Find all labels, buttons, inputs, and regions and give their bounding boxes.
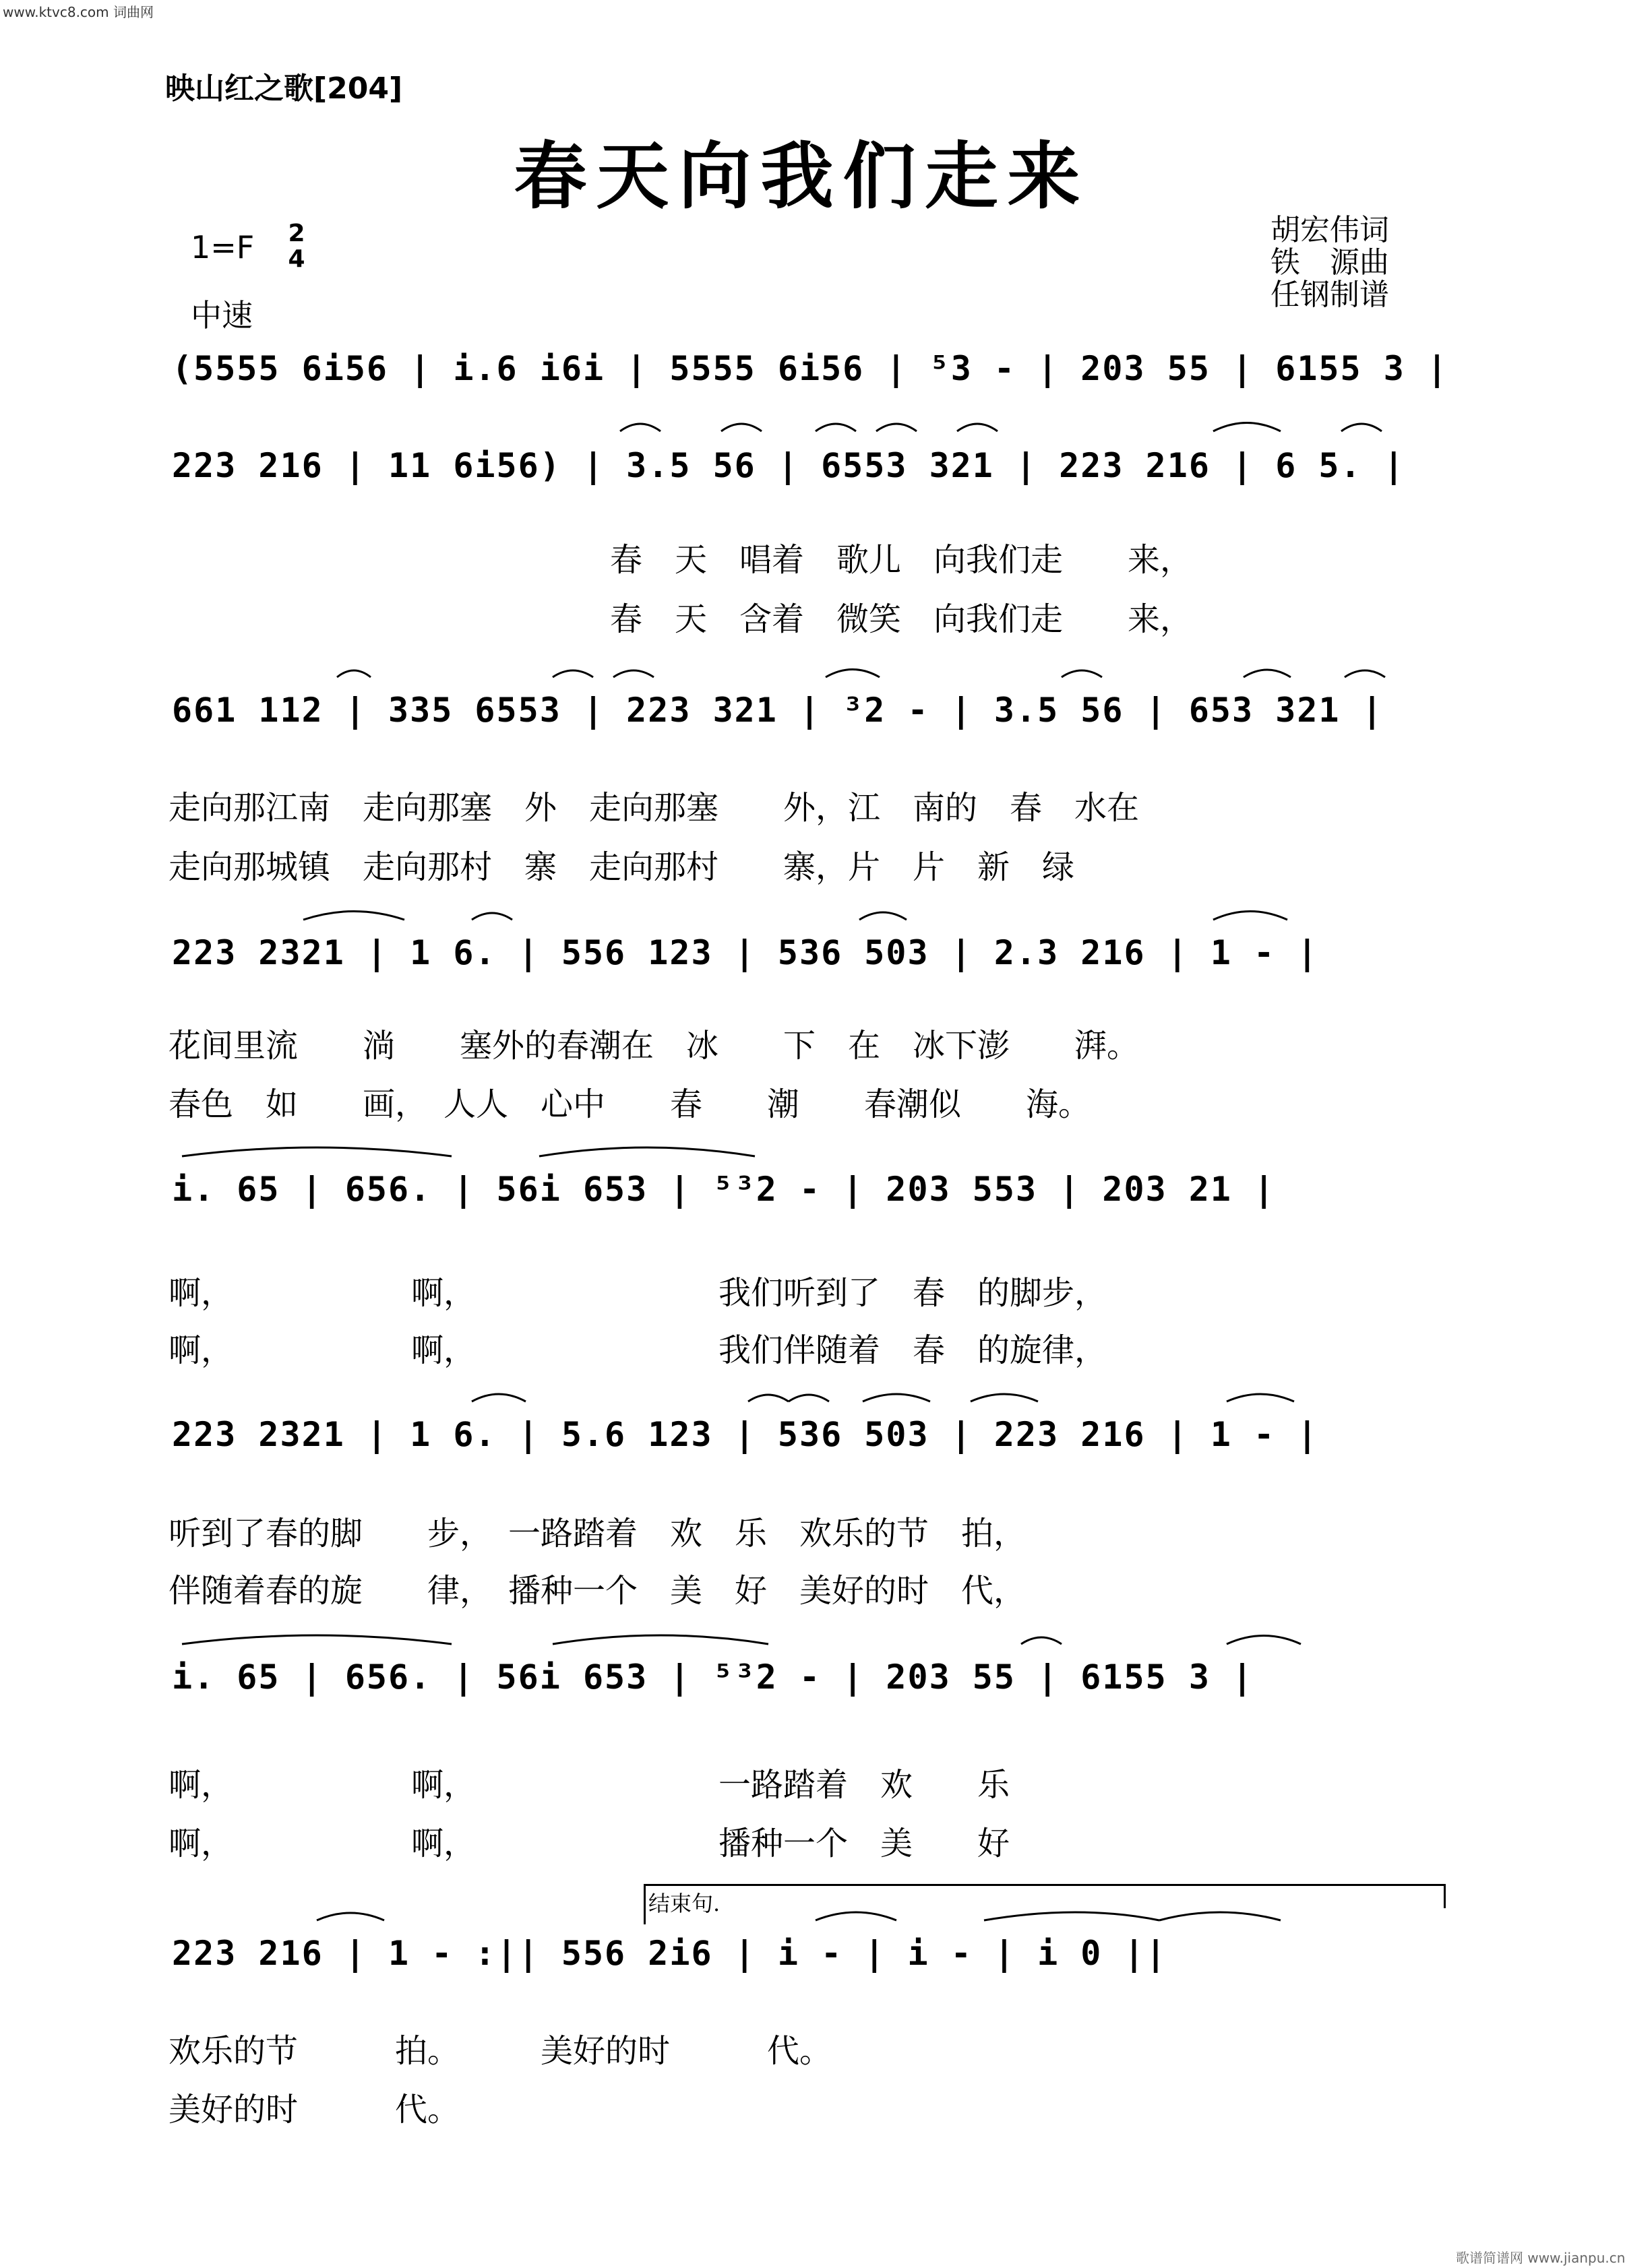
- source-watermark: www.ktvc8.com 词曲网: [3, 4, 154, 20]
- composer-credit: 铁 源曲: [1270, 245, 1389, 280]
- lyric-row-5-verse-1: 啊， 啊， 我们听到了 春 的脚步，: [168, 1274, 1107, 1312]
- notation-row-3: 661 112 | 335 6553 | 223 321 | ³2 - | 3.5 56 | 653 321 |: [172, 691, 1384, 730]
- lyric-row-7-verse-1: 啊， 啊， 一路踏着 欢 乐: [168, 1766, 1010, 1804]
- notation-row-4: 223 2321 | 1 6. | 556 123 | 536 503 | 2.3 216 | 1 - |: [172, 933, 1319, 972]
- notation-row-2: 223 216 | 11 6i56) | 3.5 56 | 6553 321 | 223 216 | 6 5. |: [172, 446, 1405, 485]
- lyric-row-2-verse-2: 春 天 含着 微笑 向我们走 来，: [610, 600, 1193, 638]
- lyric-row-6-verse-2: 伴随着春的旋 律， 播种一个 美 好 美好的时 代，: [168, 1572, 1026, 1610]
- key-signature: 1=F: [191, 229, 255, 265]
- song-title: 春天向我们走来: [514, 134, 1090, 219]
- time-signature-bottom: 4: [288, 245, 305, 273]
- lyric-row-4-verse-1: 花间里流 淌 塞外的春潮在 冰 下 在 冰下澎 湃。: [168, 1027, 1140, 1065]
- arranger-credit: 任钢制谱: [1270, 278, 1389, 312]
- lyric-row-5-verse-2: 啊， 啊， 我们伴随着 春 的旋律，: [168, 1331, 1107, 1369]
- tempo-marking: 中速: [191, 297, 253, 334]
- lyric-row-8-verse-1: 欢乐的节 拍。 美好的时 代。: [168, 2032, 832, 2070]
- notation-row-5: i. 65 | 656. | 56i 653 | ⁵³2 - | 203 553 | 203 21 |: [172, 1170, 1276, 1209]
- notation-row-1: (5555 6i56 | i.6 i6i | 5555 6i56 | ⁵3 - | 203 55 | 6155 3 |: [172, 349, 1449, 388]
- ending-label: 结束句.: [648, 1891, 720, 1916]
- lyricist-credit: 胡宏伟词: [1270, 213, 1389, 247]
- bottom-watermark: 歌谱简谱网 www.jianpu.cn: [1456, 2250, 1625, 2266]
- lyric-row-4-verse-2: 春色 如 画， 人人 心中 春 潮 春潮似 海。: [168, 1085, 1091, 1123]
- time-signature-top: 2: [288, 220, 305, 247]
- lyric-row-3-verse-2: 走向那城镇 走向那村 寨 走向那村 寨，片 片 新 绿: [168, 848, 1075, 886]
- series-label: 映山红之歌[204]: [165, 71, 403, 106]
- notation-row-7: i. 65 | 656. | 56i 653 | ⁵³2 - | 203 55 | 6155 3 |: [172, 1658, 1254, 1697]
- lyric-row-2-verse-1: 春 天 唱着 歌儿 向我们走 来，: [610, 541, 1193, 579]
- notation-row-8: 223 216 | 1 - :|| 556 2i6 | i - | i - | i 0 ||: [172, 1934, 1167, 1973]
- lyric-row-8-verse-2: 美好的时 代。: [168, 2091, 460, 2129]
- lyric-row-6-verse-1: 听到了春的脚 步， 一路踏着 欢 乐 欢乐的节 拍，: [168, 1515, 1026, 1552]
- lyric-row-7-verse-2: 啊， 啊， 播种一个 美 好: [168, 1825, 1010, 1862]
- notation-row-6: 223 2321 | 1 6. | 5.6 123 | 536 503 | 223 216 | 1 - |: [172, 1415, 1319, 1454]
- lyric-row-3-verse-1: 走向那江南 走向那塞 外 走向那塞 外，江 南的 春 水在: [168, 789, 1140, 827]
